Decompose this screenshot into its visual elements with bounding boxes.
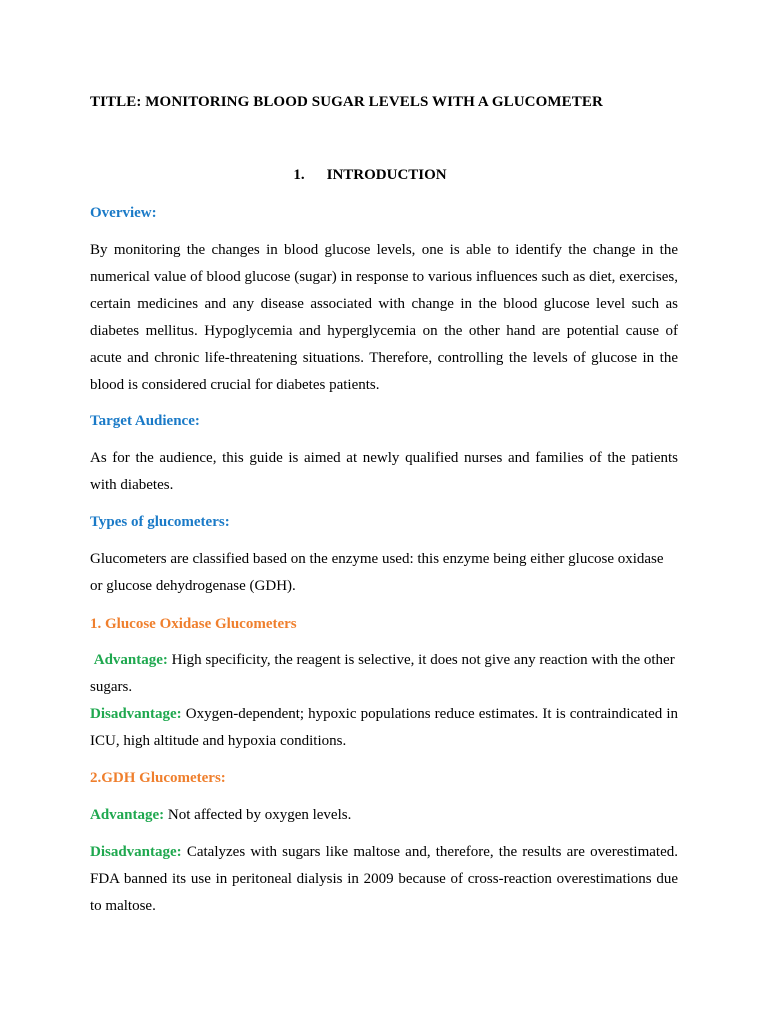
disadvantage-label: Disadvantage: (90, 844, 182, 860)
gdh-advantage (90, 802, 678, 829)
overview-heading: Overview: (90, 205, 157, 221)
disadvantage-text: Oxygen-dependent; hypoxic populations reduce estimates. It is contraindicated in ICU, high altitude and hypoxia conditions. (90, 706, 678, 749)
document-title: TITLE: MONITORING BLOOD SUGAR LEVELS WITH A GLUCOMETER (90, 94, 603, 110)
section-number: 1. (293, 167, 305, 183)
target-audience-paragraph: As for the audience, this guide is aimed at newly qualified nurses and families of the patients with diabetes. (90, 450, 678, 493)
advantage-text: Not affected by oxygen levels. (164, 807, 352, 823)
advantage-label: Advantage: (90, 807, 165, 823)
glucose-oxidase-disadvantage (90, 701, 678, 755)
types-heading: Types of glucometers: (90, 514, 230, 530)
gdh-disadvantage (90, 839, 678, 920)
overview-paragraph: By monitoring the changes in blood glucose levels, one is able to identify the change in the numerical value of blood glucose (sugar) in response to various influences such as diet, exercises, certain medicines and any disease associated with change in the blood glucose level such as diabetes mellitus. Hypoglycemia and hyperglycemia on the other hand are potential cause of acute and chronic life-threatening situations. Therefore, controlling the levels of glucose in the blood is considered crucial for diabetes patients. (90, 242, 678, 393)
disadvantage-text: Catalyzes with sugars like maltose and, therefore, the results are overestimated. FDA banned its use in peritoneal dialysis in 2009 because of cross-reaction overestimations due to maltose. (90, 844, 678, 914)
section-heading (90, 163, 650, 187)
glucose-oxidase-advantage (90, 647, 678, 701)
target-audience-heading: Target Audience: (90, 413, 200, 429)
types-paragraph: Glucometers are classified based on the enzyme used: this enzyme being either glucose oxidase or glucose dehydrogenase (GDH). (90, 551, 664, 594)
gdh-heading: 2.GDH Glucometers: (90, 770, 226, 786)
section-label: INTRODUCTION (326, 167, 447, 183)
glucose-oxidase-heading: 1. Glucose Oxidase Glucometers (90, 616, 297, 632)
advantage-label: Advantage: (93, 652, 168, 668)
advantage-text: High specificity, the reagent is selective, it does not give any reaction with the other sugars. (90, 652, 675, 695)
disadvantage-label: Disadvantage: (90, 706, 182, 722)
